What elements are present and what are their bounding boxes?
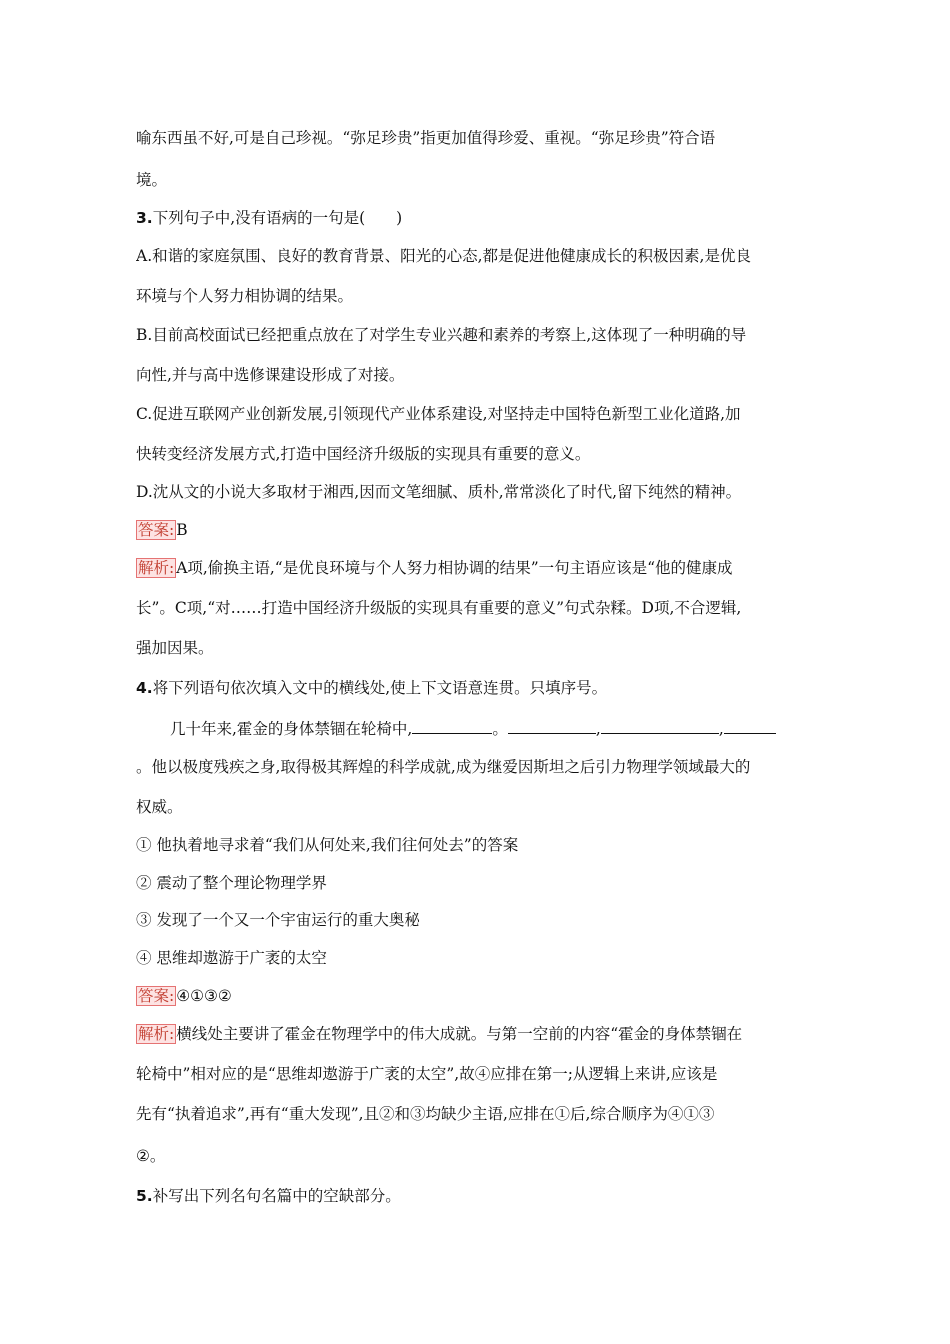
choice-4: ④ 思维却遨游于广袤的太空 [136,949,327,967]
answer-value: ④①③② [176,987,232,1005]
answer-tag: 答案: [138,521,175,539]
passage-text: 。 [492,720,508,738]
analysis-line-1 [136,1024,816,1044]
answer-line [136,986,816,1006]
text-line: 境。 [136,171,168,189]
question-number: 3. [136,209,153,227]
analysis-tag: 解析: [138,559,175,577]
passage-text: , [595,720,601,738]
analysis-line-2: 轮椅中”相对应的是“思维却遨游于广袤的太空”,故④应排在第一;从逻辑上来讲,应该是 [136,1065,718,1083]
fill-blank-4 [724,717,776,734]
analysis-line-1 [136,558,816,578]
analysis-line-2: 长”。C项,“对……打造中国经济升级版的实现具有重要的意义”句式杂糅。D项,不合逻辑, [136,599,742,617]
question-5-stem [136,1186,816,1206]
option-c-line-2: 快转变经济发展方式,打造中国经济升级版的实现具有重要的意义。 [136,445,591,463]
option-a-line-2: 环境与个人努力相协调的结果。 [136,287,354,305]
analysis-line-3: 强加因果。 [136,639,214,657]
choice-3: ③ 发现了一个又一个宇宙运行的重大奥秘 [136,911,420,929]
question-text: 补写出下列名句名篇中的空缺部分。 [152,1187,401,1205]
question-number: 5. [136,1187,153,1205]
text-line: 喻东西虽不好,可是自己珍视。“弥足珍贵”指更加值得珍爱、重视。“弥足珍贵”符合语 [136,129,716,147]
fill-blank-3 [601,717,719,734]
passage-line-2: 。他以极度残疾之身,取得极其辉煌的科学成就,成为继爱因斯坦之后引力物理学领域最大的 [136,758,751,776]
answer-line [136,520,816,540]
analysis-text: A项,偷换主语,“是优良环境与个人努力相协调的结果”一句主语应该是“他的健康成 [176,559,733,577]
option-c-line-1: C.促进互联网产业创新发展,引领现代产业体系建设,对坚持走中国特色新型工业化道路,加 [136,405,741,423]
fill-blank-1 [412,717,492,734]
question-text: 将下列语句依次填入文中的横线处,使上下文语意连贯。只填序号。 [152,679,608,697]
analysis-line-3: 先有“执着追求”,再有“重大发现”,且②和③均缺少主语,应排在①后,综合顺序为④①③ [136,1105,715,1123]
option-b-line-1: B.目前高校面试已经把重点放在了对学生专业兴趣和素养的考察上,这体现了一种明确的导 [136,326,747,344]
passage-text: 几十年来,霍金的身体禁锢在轮椅中, [170,720,413,738]
analysis-line-4: ②。 [136,1147,166,1165]
answer-tag: 答案: [138,987,175,1005]
question-number: 4. [136,679,153,697]
question-4-stem [136,678,816,698]
passage-line-3: 权威。 [136,798,183,816]
answer-value: B [176,521,188,539]
option-a-line-1: A.和谐的家庭氛围、良好的教育背景、阳光的心态,都是促进他健康成长的积极因素,是优良 [136,247,751,265]
choice-1: ① 他执着地寻求着“我们从何处来,我们往何处去”的答案 [136,836,519,854]
analysis-text: 横线处主要讲了霍金在物理学中的伟大成就。与第一空前的内容“霍金的身体禁锢在 [176,1025,743,1043]
analysis-tag: 解析: [138,1025,175,1043]
passage-text: , [718,720,724,738]
option-d-line-1: D.沈从文的小说大多取材于湘西,因而文笔细腻、质朴,常常淡化了时代,留下纯然的精神。 [136,483,742,501]
choice-2: ② 震动了整个理论物理学界 [136,874,327,892]
fill-blank-2 [508,717,596,734]
passage-line-1 [170,717,816,739]
option-b-line-2: 向性,并与高中选修课建设形成了对接。 [136,366,405,384]
question-text: 下列句子中,没有语病的一句是( ) [152,209,403,227]
question-3-stem [136,208,816,228]
